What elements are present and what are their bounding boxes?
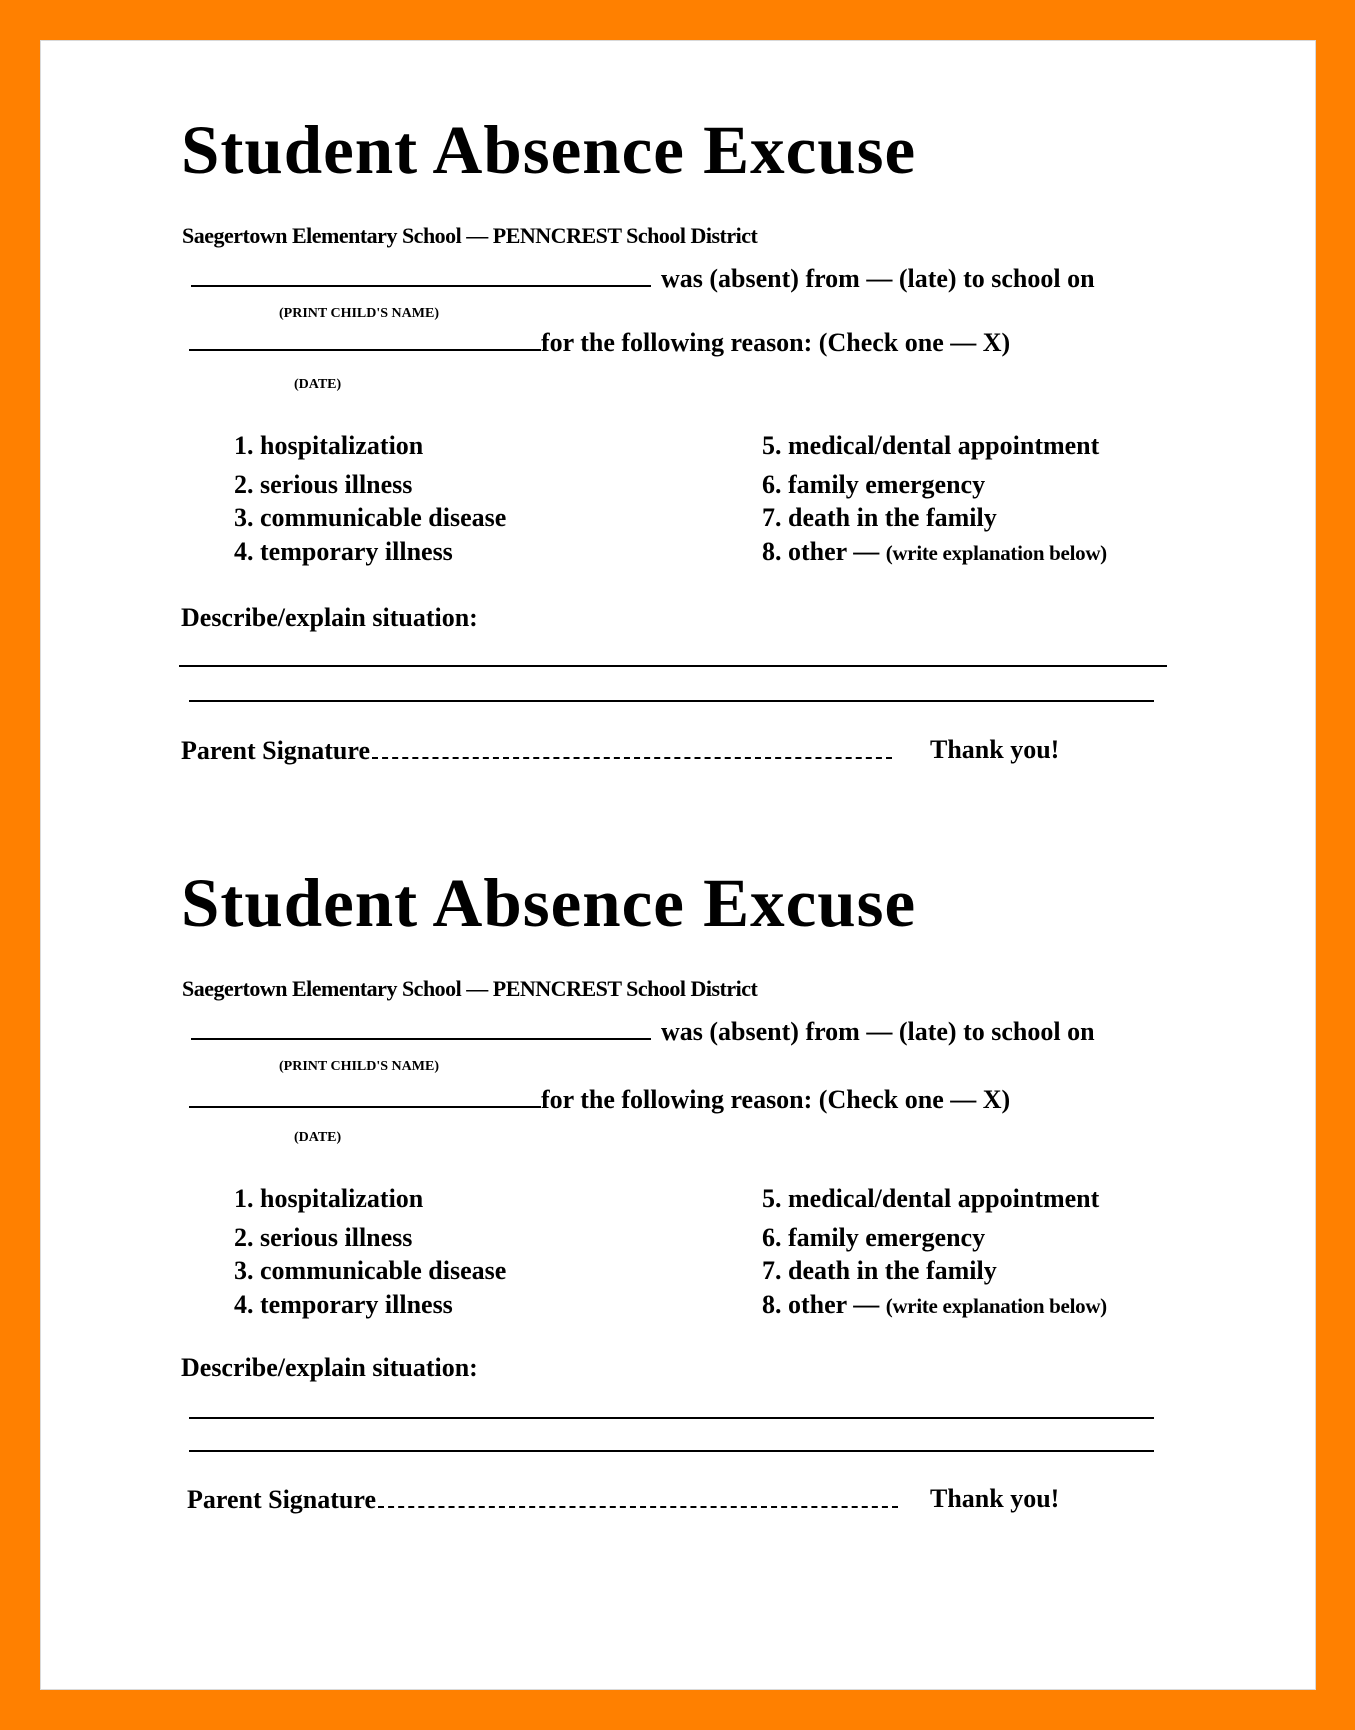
- signature-blank[interactable]: [378, 1484, 898, 1508]
- child-name-blank[interactable]: [191, 263, 651, 287]
- child-name-blank[interactable]: [191, 1016, 651, 1040]
- reason-option[interactable]: 7. death in the family: [762, 1256, 997, 1285]
- absence-text: was (absent) from — (late) to school on: [661, 264, 1095, 293]
- explanation-line[interactable]: [189, 700, 1154, 702]
- reason-text: for the following reason: (Check one — X): [541, 328, 1011, 357]
- reason-option[interactable]: 3. communicable disease: [234, 1256, 507, 1285]
- reason-option[interactable]: 8. other — (write explanation below): [762, 1290, 1107, 1319]
- signature-blank[interactable]: [372, 735, 892, 759]
- signature-label: Parent Signature: [181, 736, 370, 765]
- absence-line: [191, 1016, 1095, 1047]
- date-blank[interactable]: [189, 1084, 541, 1108]
- reason-option[interactable]: 8. other — (write explanation below): [762, 537, 1107, 566]
- child-name-hint: (PRINT CHILD'S NAME): [279, 306, 439, 321]
- explanation-line[interactable]: [189, 1450, 1154, 1452]
- reason-line: [189, 1084, 1010, 1115]
- child-name-hint: (PRINT CHILD'S NAME): [279, 1059, 439, 1074]
- absence-form: [41, 41, 1317, 791]
- school-line: Saegertown Elementary School — PENNCREST School District: [182, 223, 758, 248]
- reason-text: for the following reason: (Check one — X): [541, 1085, 1011, 1114]
- form-title: Student Absence Excuse: [181, 865, 917, 941]
- absence-text: was (absent) from — (late) to school on: [661, 1017, 1095, 1046]
- date-blank[interactable]: [189, 327, 541, 351]
- describe-label: Describe/explain situation:: [181, 1353, 478, 1382]
- reason-option[interactable]: 7. death in the family: [762, 503, 997, 532]
- reason-option[interactable]: 2. serious illness: [234, 470, 413, 499]
- other-note: (write explanation below): [885, 541, 1107, 565]
- signature-label: Parent Signature: [187, 1485, 376, 1514]
- reason-option[interactable]: 4. temporary illness: [234, 537, 453, 566]
- reason-option[interactable]: 4. temporary illness: [234, 1290, 453, 1319]
- reason-option[interactable]: 5. medical/dental appointment: [762, 1184, 1100, 1213]
- signature-line: [187, 1484, 898, 1515]
- thank-you-text: Thank you!: [930, 1484, 1060, 1513]
- reason-option[interactable]: 6. family emergency: [762, 1223, 986, 1252]
- reason-option[interactable]: 1. hospitalization: [234, 1184, 424, 1213]
- reason-option[interactable]: 5. medical/dental appointment: [762, 431, 1100, 460]
- other-note: (write explanation below): [885, 1294, 1107, 1318]
- document-page: [40, 40, 1316, 1690]
- explanation-line[interactable]: [179, 665, 1167, 667]
- absence-form: [41, 794, 1317, 1544]
- reason-option[interactable]: 1. hospitalization: [234, 431, 424, 460]
- reason-option[interactable]: 2. serious illness: [234, 1223, 413, 1252]
- date-hint: (DATE): [294, 1130, 342, 1145]
- explanation-line[interactable]: [189, 1417, 1154, 1419]
- signature-line: [181, 735, 892, 766]
- absence-line: [191, 263, 1095, 294]
- school-line: Saegertown Elementary School — PENNCREST School District: [182, 976, 758, 1001]
- describe-label: Describe/explain situation:: [181, 603, 478, 632]
- form-title: Student Absence Excuse: [181, 112, 917, 188]
- reason-option[interactable]: 6. family emergency: [762, 470, 986, 499]
- date-hint: (DATE): [294, 377, 342, 392]
- reason-line: [189, 327, 1010, 358]
- reason-option[interactable]: 3. communicable disease: [234, 503, 507, 532]
- thank-you-text: Thank you!: [930, 735, 1060, 764]
